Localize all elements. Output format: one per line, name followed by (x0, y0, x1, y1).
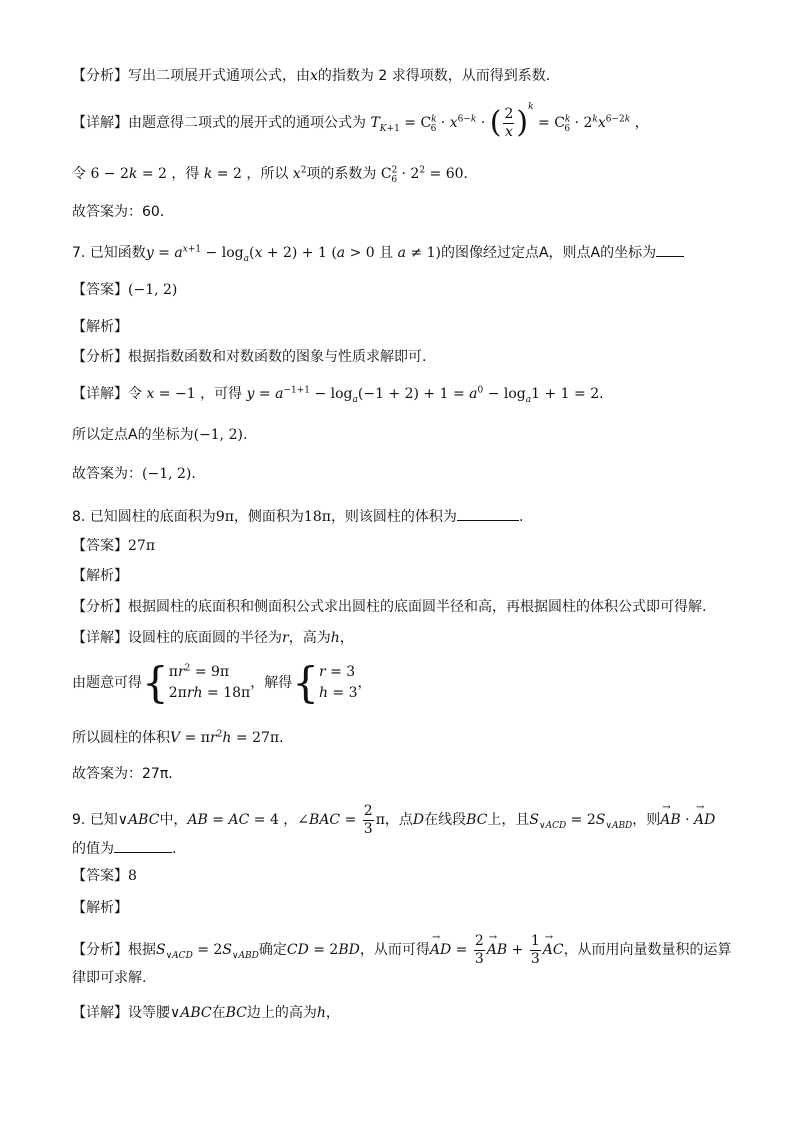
general-term-formula: $T_{K+1} = C^k_6 \cdot x^{6-k}$ · ( $\frac{2}{x}$ )$^k = C^k_6 \cdot 2^kx^{6-2k}$ ， (370, 102, 649, 140)
solution-tag-q7: 【解析】 (72, 319, 128, 335)
solution-tag-q9: 【解析】 (72, 900, 128, 916)
detail-line-q7: 【详解】令 x = −1 ，可得 $y = a^{-1+1} - \log_a(-1 + 2) + 1 = a^0 - \log_a1 + 1 = 2$. (72, 385, 604, 405)
final-answer-q8: 故答案为：27π． (72, 766, 183, 782)
detail-line-q8: 【详解】设圆柱的底面圆的半径为r，高为h， (72, 630, 354, 646)
question-9-cont: 的值为 . (72, 836, 734, 859)
volume-line-q8: 所以圆柱的体积$V = \pi r^2h = 27\pi$. (72, 729, 284, 746)
detail-tag: 【详解】 (72, 115, 128, 131)
answer-q8: 【答案】27π (72, 538, 156, 554)
answer-blank (457, 504, 519, 521)
question-7: 7. 已知函数$y = a^{x+1} - \log_a(x + 2) + 1$ (a > 0 且 a ≠ 1)的图像经过定点A，则点A的坐标为 (72, 240, 734, 263)
final-answer-q7: 故答案为：(−1, 2). (72, 466, 196, 482)
detail-line-q9: 【详解】设等腰∨ABC在BC边上的高为h， (72, 1005, 340, 1021)
answer-tag: 【答案】 (72, 282, 128, 298)
question-number: 7. (72, 245, 86, 261)
system-line-q8: 由题意可得{ $\pi r^2 = 9\pi$ 2πrh = 18π ，解得{ r = 3 h = 3 ， (72, 658, 372, 707)
analysis-line-q6: 【分析】写出二项展开式通项公式，由x的指数为 2 求得项数，从而得到系数． (72, 68, 560, 84)
answer-line-q6: 故答案为：60． (72, 204, 174, 220)
analysis-line-q9-cont: 律即可求解. (72, 970, 147, 986)
analysis-line-q9: 【分析】根据$S_{\vee ACD} = 2S_{\vee ABD}$确定CD = 2BD，从而可得→ AD = $\frac{2}{3}$ → AB + $\frac{1}{3}$ → AC，从而用向量数量积的运算 (72, 926, 734, 968)
answer-blank (114, 836, 172, 853)
answer-q9: 【答案】8 (72, 868, 137, 884)
solution-tag-q8: 【解析】 (72, 568, 128, 584)
analysis-tag: 【分析】 (72, 68, 128, 84)
question-8: 8. 已知圆柱的底面积为9π，侧面积为18π，则该圆柱的体积为 . (72, 504, 734, 527)
answer-q7: 【答案】(−1, 2) (72, 282, 178, 298)
analysis-line-q7: 【分析】根据指数函数和对数函数的图象与性质求解即可. (72, 349, 427, 365)
function-formula: $y = a^{x+1} - \log_a(x + 2) + 1$ (a > 0 且 a ≠ 1) (145, 244, 441, 264)
answer-blank (656, 240, 684, 257)
question-9: 9. 已知∨ABC中，AB = AC = 4 ，∠BAC = $\frac{2}{3}$ π，点D在线段BC上，且$S_{\vee ACD} = 2S_{\vee ABD}$，则→ AB · → AD (72, 796, 734, 838)
detail-line-q6: 【详解】由题意得二项式的展开式的通项公式为 $T_{K+1} = C^k_6 \cdot x^{6-k}$ · ( $\frac{2}{x}$ )$^k = C^k_6 \cdot 2^kx^{6-2k}$ ， (72, 102, 649, 140)
analysis-line-q8: 【分析】根据圆柱的底面积和侧面积公式求出圆柱的底面圆半径和高，再根据圆柱的体积公式即可得解. (72, 599, 707, 615)
point-line-q7: 所以定点A的坐标为(−1, 2). (72, 427, 248, 443)
detail-line-q6-2: 令 6 − 2k = 2 ，得 k = 2 ，所以 $x^2$项的系数为 $C^2_6 \cdot 2^2 = 60$． (72, 165, 478, 185)
